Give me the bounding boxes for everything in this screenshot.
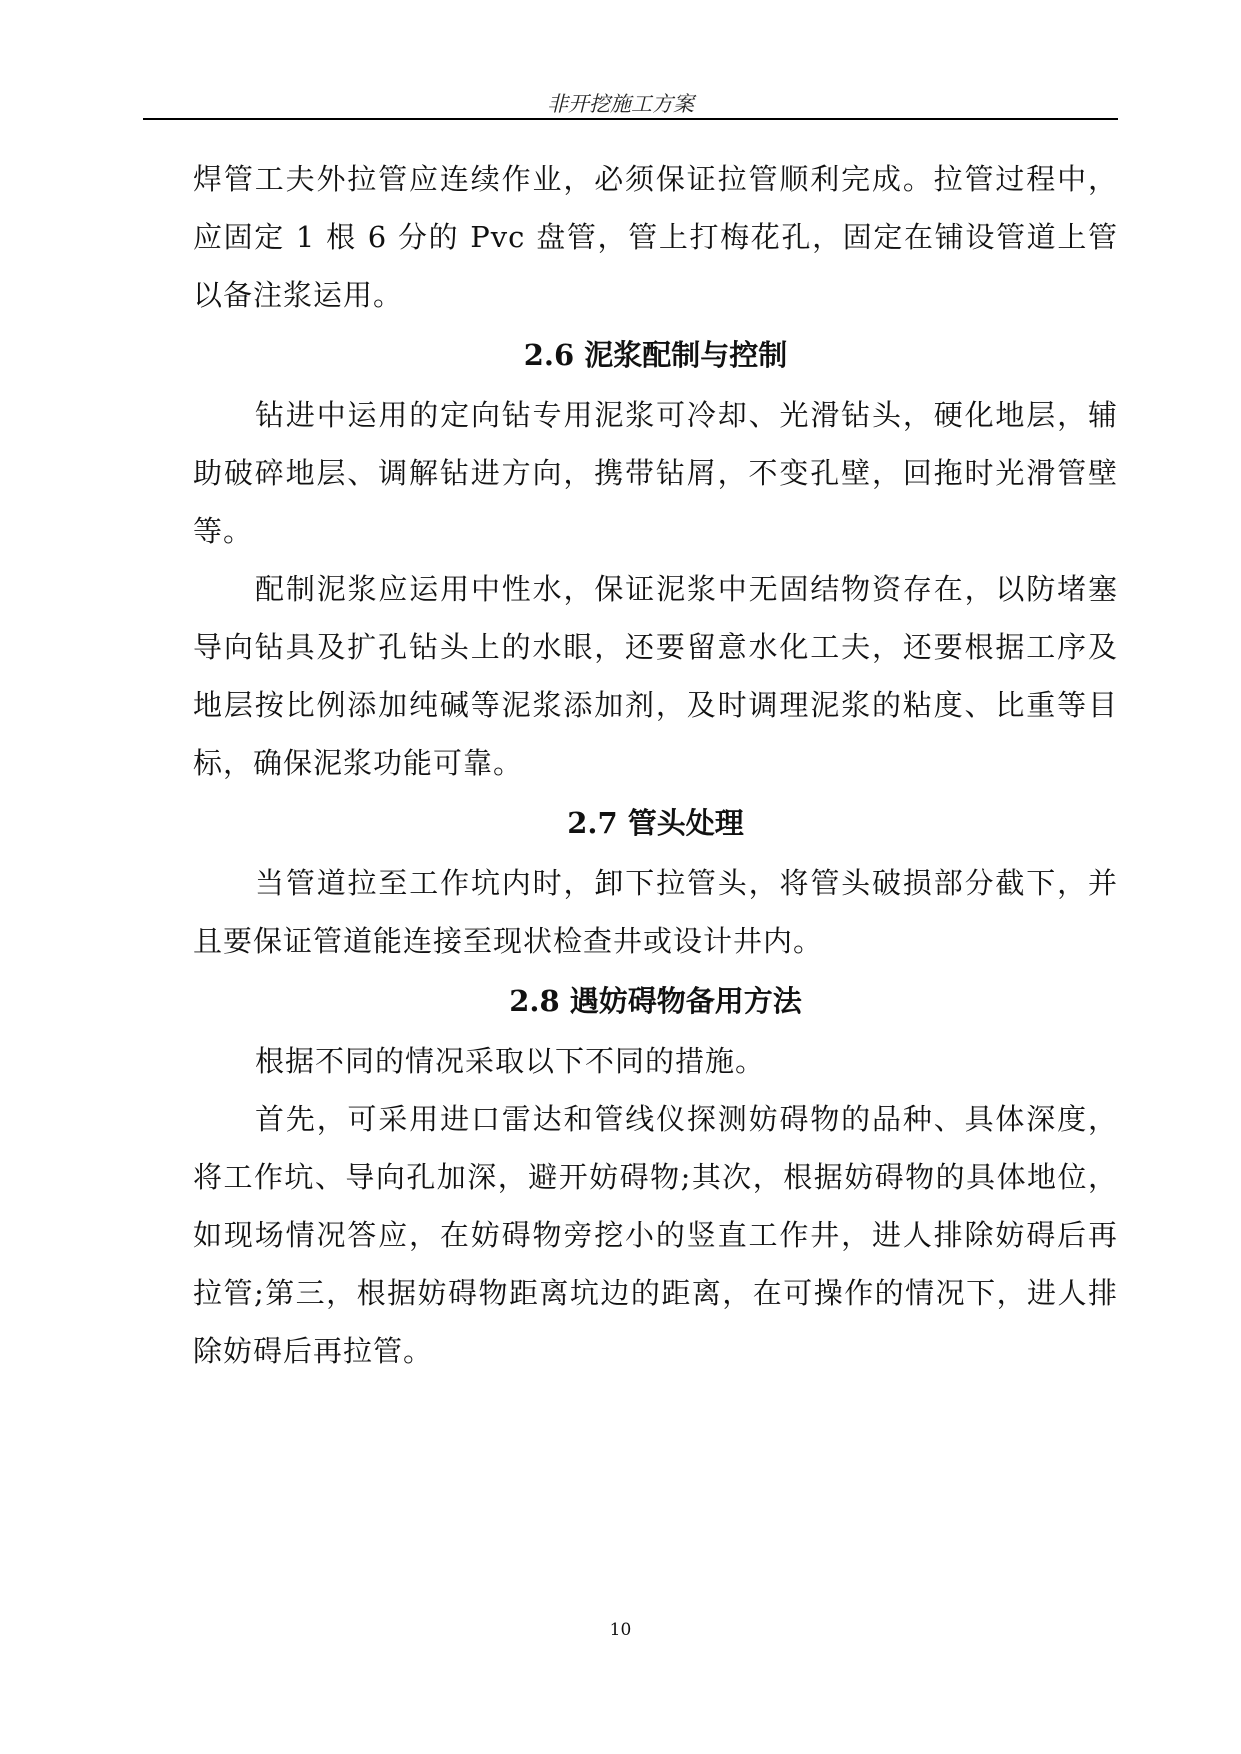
- paragraph-2-7-1: 当管道拉至工作坑内时，卸下拉管头，将管头破损部分截下，并且要保证管道能连接至现状检查井或设计井内。: [193, 866, 1118, 958]
- paragraph-2-8-2: 首先，可采用进口雷达和管线仪探测妨碍物的品种、具体深度，将工作坑、导向孔加深，避开妨碍物;其次，根据妨碍物的具体地位，如现场情况答应，在妨碍物旁挖小的竖直工作井，进人排除妨碍后再拉管;第三，根据妨碍物距离坑边的距离，在可操作的情况下，进人排除妨碍后再拉管。: [193, 1102, 1118, 1368]
- paragraph-2-6-1: 钻进中运用的定向钻专用泥浆可冷却、光滑钻头，硬化地层，辅助破碎地层、调解钻进方向，携带钻屑，不变孔壁，回拖时光滑管壁等。: [193, 398, 1118, 548]
- section-heading-2-6: 2.6 泥浆配制与控制: [523, 338, 788, 372]
- header-title: 非开挖施工方案: [547, 92, 694, 116]
- page-number: 10: [609, 1620, 632, 1640]
- section-heading-2-8: 2.8 遇妨碍物备用方法: [509, 984, 802, 1018]
- paragraph-2-6-2: 配制泥浆应运用中性水，保证泥浆中无固结物资存在，以防堵塞导向钻具及扩孔钻头上的水眼，还要留意水化工夫，还要根据工序及地层按比例添加纯碱等泥浆添加剂，及时调理泥浆的粘度、比重等目标，确保泥浆功能可靠。: [193, 572, 1118, 780]
- page-content: [193, 150, 1118, 1380]
- paragraph-2-8-1: 根据不同的情况采取以下不同的措施。: [255, 1044, 766, 1078]
- paragraph-intro: 焊管工夫外拉管应连续作业，必须保证拉管顺利完成。拉管过程中，应固定 1 根 6 分的 Pvc 盘管，管上打梅花孔，固定在铺设管道上管以备注浆运用。: [193, 162, 1118, 312]
- header-rule: [143, 118, 1118, 120]
- section-heading-2-7: 2.7 管头处理: [567, 806, 744, 840]
